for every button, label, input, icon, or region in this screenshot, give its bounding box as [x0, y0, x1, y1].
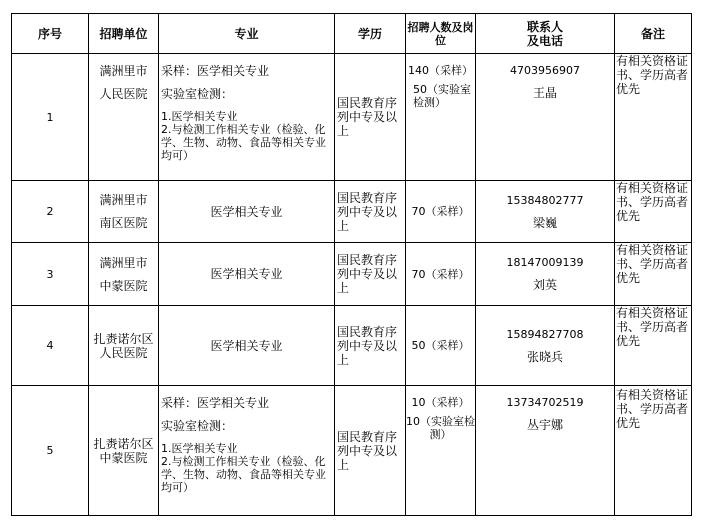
major-lab-title: 实验室检测：	[161, 87, 234, 101]
major-sampling: 采样：医学相关专业	[161, 64, 270, 78]
row-major	[159, 386, 335, 516]
row-major: 医学相关专业	[159, 181, 335, 243]
row-education: 国民教育序列中专及以上	[335, 386, 406, 516]
header-education: 学历	[335, 14, 406, 54]
row-number: 4	[12, 306, 89, 386]
unit-line1: 满洲里市	[99, 64, 148, 78]
row-remark: 有相关资格证书、学历高者优先	[615, 386, 692, 516]
major-lab-item1: 1.医学相关专业	[161, 442, 238, 455]
row-number: 2	[12, 181, 89, 243]
row-number: 3	[12, 243, 89, 306]
major-lab-item2: 2.与检测工作相关专业（检验、化学、生物、动物、食品等相关专业均可）	[161, 123, 326, 162]
contact-phone: 15384802777	[506, 193, 584, 207]
count-lab: 50（实验室检测）	[413, 83, 471, 109]
unit-line1: 扎赉诺尔区	[93, 331, 154, 346]
row-remark: 有相关资格证书、学历高者优先	[615, 181, 692, 243]
row-contact	[476, 243, 615, 306]
row-count: 70（采样）	[406, 181, 476, 243]
table-row	[12, 181, 692, 243]
unit-line2: 中蒙医院	[99, 278, 148, 293]
recruitment-table	[11, 13, 692, 516]
row-major: 医学相关专业	[159, 243, 335, 306]
row-count	[406, 386, 476, 516]
row-education: 国民教育序列中专及以上	[335, 306, 406, 386]
row-major	[159, 54, 335, 181]
row-major: 医学相关专业	[159, 306, 335, 386]
header-remark: 备注	[615, 14, 692, 54]
row-unit	[89, 181, 159, 243]
header-contact-line2: 及电话	[526, 33, 563, 48]
count-lab: 10（实验室检测）	[406, 415, 475, 441]
contact-name: 丛宇娜	[526, 418, 563, 432]
unit-line2: 中蒙医院	[99, 450, 148, 465]
row-education: 国民教育序列中专及以上	[335, 243, 406, 306]
table-row	[12, 306, 692, 386]
count-sampling: 10（采样）	[411, 396, 470, 409]
header-contact	[476, 14, 615, 54]
row-remark: 有相关资格证书、学历高者优先	[615, 243, 692, 306]
table-row	[12, 54, 692, 181]
row-unit	[89, 54, 159, 181]
contact-phone: 18147009139	[506, 256, 584, 269]
unit-line1: 满洲里市	[99, 193, 148, 207]
major-sampling: 采样：医学相关专业	[161, 396, 270, 410]
major-lab-title: 实验室检测：	[161, 419, 234, 433]
row-count	[406, 54, 476, 181]
row-remark: 有相关资格证书、学历高者优先	[615, 54, 692, 181]
header-unit: 招聘单位	[89, 14, 159, 54]
row-contact	[476, 386, 615, 516]
contact-name: 梁巍	[532, 215, 557, 230]
row-number: 1	[12, 54, 89, 181]
row-education: 国民教育序列中专及以上	[335, 181, 406, 243]
unit-line1: 扎赉诺尔区	[93, 436, 154, 451]
header-row	[12, 14, 692, 54]
unit-line2: 人民医院	[99, 345, 148, 360]
table-row	[12, 243, 692, 306]
row-contact	[476, 54, 615, 181]
count-sampling: 140（采样）	[408, 64, 473, 77]
row-count: 70（采样）	[406, 243, 476, 306]
row-number: 5	[12, 386, 89, 516]
table-row	[12, 386, 692, 516]
row-count: 50（采样）	[406, 306, 476, 386]
row-remark: 有相关资格证书、学历高者优先	[615, 306, 692, 386]
major-lab-item1: 1.医学相关专业	[161, 110, 238, 123]
contact-name: 王晶	[532, 86, 557, 100]
row-education: 国民教育序列中专及以上	[335, 54, 406, 181]
unit-line2: 人民医院	[99, 87, 148, 101]
unit-line1: 满洲里市	[99, 255, 148, 270]
major-lab-item2: 2.与检测工作相关专业（检验、化学、生物、动物、食品等相关专业均可）	[161, 455, 326, 494]
recruitment-table-container	[11, 13, 692, 516]
contact-phone: 13734702519	[506, 396, 584, 409]
header-no: 序号	[12, 14, 89, 54]
contact-phone: 15894827708	[506, 327, 584, 341]
header-major: 专业	[159, 14, 335, 54]
row-unit	[89, 306, 159, 386]
unit-line2: 南区医院	[99, 216, 148, 230]
row-unit	[89, 243, 159, 306]
row-unit	[89, 386, 159, 516]
row-contact	[476, 306, 615, 386]
header-contact-line1: 联系人	[526, 19, 563, 34]
row-contact	[476, 181, 615, 243]
contact-name: 刘英	[532, 278, 557, 292]
header-count: 招聘人数及岗位	[406, 14, 476, 54]
contact-name: 张晓兵	[526, 349, 563, 364]
contact-phone: 4703956907	[510, 64, 580, 77]
